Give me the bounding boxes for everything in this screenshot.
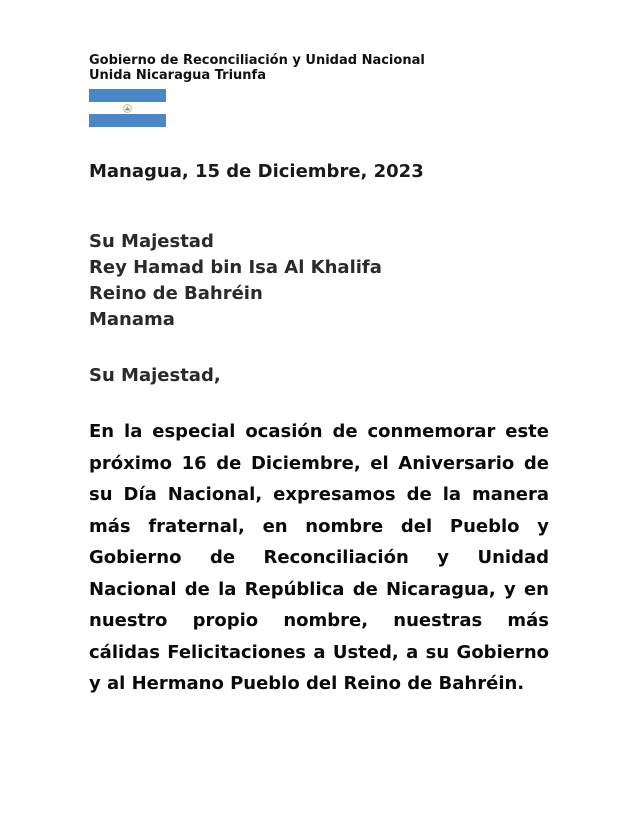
letter-salutation: Su Majestad, <box>89 365 221 386</box>
flag-top-band <box>89 89 166 102</box>
letterhead-slogan: Unida Nicaragua Triunfa <box>89 68 266 83</box>
letter-date: Managua, 15 de Diciembre, 2023 <box>89 161 424 182</box>
recipient-city: Manama <box>89 309 175 330</box>
letterhead-government-name: Gobierno de Reconciliación y Unidad Nacional <box>89 53 425 68</box>
flag-middle-band <box>89 102 166 115</box>
flag-emblem-icon <box>123 104 132 113</box>
letter-body-paragraph: En la especial ocasión de conmemorar este próximo 16 de Diciembre, el Aniversario de su Día Nacional, expresamos de la manera más fraternal, en nombre del Pueblo y Gobierno de Reconciliación y Unidad Nacional de la República de Nicaragua, y en nuestro propio nombre, nuestras más cálidas Felicitaciones a Usted, a su Gobierno y al Hermano Pueblo del Reino de Bahréin. <box>89 421 549 694</box>
recipient-block <box>89 229 382 333</box>
recipient-country: Reino de Bahréin <box>89 283 263 304</box>
letterhead <box>89 53 425 83</box>
flag-bottom-band <box>89 114 166 127</box>
recipient-name: Rey Hamad bin Isa Al Khalifa <box>89 257 382 278</box>
recipient-title: Su Majestad <box>89 231 214 252</box>
nicaragua-flag-icon <box>89 89 166 127</box>
